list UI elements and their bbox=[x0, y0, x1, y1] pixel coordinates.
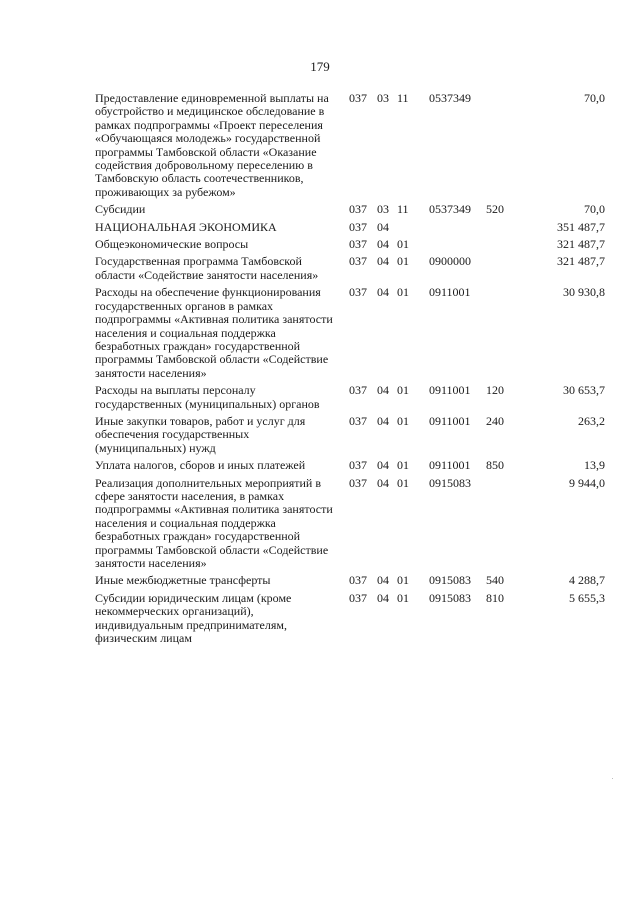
row-subsection-code: 01 bbox=[397, 475, 409, 490]
row-name: Расходы на выплаты персоналу государственных (муниципальных) органов bbox=[95, 383, 320, 411]
row-section-code: 04 bbox=[377, 475, 389, 490]
page-number: 179 bbox=[310, 59, 330, 74]
row-section-code: 04 bbox=[377, 254, 389, 269]
row-name: Уплата налогов, сборов и иных платежей bbox=[95, 458, 306, 473]
row-gr-code: 037 bbox=[349, 573, 367, 588]
table-row bbox=[95, 221, 605, 238]
row-target-code: 0537349 bbox=[429, 91, 471, 105]
row-amount: 321 487,7 bbox=[557, 254, 605, 269]
row-gr-code: 037 bbox=[349, 91, 367, 105]
row-expense-type-code: 810 bbox=[486, 590, 504, 605]
row-gr-code: 037 bbox=[349, 475, 367, 490]
table-body bbox=[95, 92, 605, 649]
row-subsection-code: 01 bbox=[397, 285, 409, 300]
row-amount: 13,9 bbox=[584, 458, 605, 473]
row-expense-type-code: 520 bbox=[486, 202, 504, 217]
row-gr-code: 037 bbox=[349, 413, 367, 428]
row-target-code: 0911001 bbox=[429, 458, 471, 473]
row-section-code: 04 bbox=[377, 590, 389, 605]
row-amount: 70,0 bbox=[584, 202, 605, 217]
row-subsection-code: 11 bbox=[397, 202, 409, 217]
row-name: НАЦИОНАЛЬНАЯ ЭКОНОМИКА bbox=[95, 219, 277, 234]
row-gr-code: 037 bbox=[349, 202, 367, 217]
row-section-code: 04 bbox=[377, 383, 389, 398]
row-target-code: 0915083 bbox=[429, 475, 471, 490]
scan-speck bbox=[612, 778, 613, 779]
row-amount: 30 653,7 bbox=[563, 383, 605, 398]
row-subsection-code bbox=[397, 221, 429, 238]
table-row bbox=[95, 384, 605, 415]
row-name: Субсидии юридическим лицам (кроме некоммерческих организаций), индивидуальным предпринимателям, физическим лицам bbox=[95, 590, 292, 646]
row-subsection-code: 01 bbox=[397, 573, 409, 588]
row-expense-type-code: 850 bbox=[486, 458, 504, 473]
row-target-code: 0911001 bbox=[429, 413, 471, 428]
row-target-code: 0915083 bbox=[429, 590, 471, 605]
row-amount: 321 487,7 bbox=[557, 237, 605, 252]
row-expense-type-code bbox=[486, 238, 526, 255]
row-subsection-code: 11 bbox=[397, 91, 409, 105]
table-row bbox=[95, 415, 605, 459]
row-subsection-code: 01 bbox=[397, 237, 409, 252]
row-section-code: 04 bbox=[377, 219, 389, 234]
table-row bbox=[95, 238, 605, 255]
row-amount: 263,2 bbox=[578, 413, 605, 428]
table-row bbox=[95, 477, 605, 575]
row-target-code: 0900000 bbox=[429, 254, 471, 269]
row-amount: 30 930,8 bbox=[563, 285, 605, 300]
row-target-code: 0911001 bbox=[429, 383, 471, 398]
row-name: Иные межбюджетные трансферты bbox=[95, 573, 271, 588]
row-subsection-code: 01 bbox=[397, 590, 409, 605]
row-expense-type-code: 540 bbox=[486, 573, 504, 588]
row-amount: 4 288,7 bbox=[569, 573, 605, 588]
row-section-code: 04 bbox=[377, 458, 389, 473]
row-section-code: 03 bbox=[377, 91, 389, 105]
row-expense-type-code: 240 bbox=[486, 413, 504, 428]
table-row bbox=[95, 459, 605, 476]
table-row bbox=[95, 92, 605, 203]
row-amount: 5 655,3 bbox=[569, 590, 605, 605]
row-subsection-code: 01 bbox=[397, 458, 409, 473]
row-gr-code: 037 bbox=[349, 285, 367, 300]
row-target-code bbox=[429, 238, 486, 255]
row-gr-code: 037 bbox=[349, 219, 367, 234]
row-target-code: 0911001 bbox=[429, 285, 471, 300]
row-gr-code: 037 bbox=[349, 590, 367, 605]
row-gr-code: 037 bbox=[349, 458, 367, 473]
row-expense-type-code bbox=[486, 221, 526, 238]
row-amount: 70,0 bbox=[584, 91, 605, 105]
row-expense-type-code: 120 bbox=[486, 383, 504, 398]
row-name: Иные закупки товаров, работ и услуг для обеспечения государственных (муниципальных) нужд bbox=[95, 413, 306, 455]
row-subsection-code: 01 bbox=[397, 413, 409, 428]
row-expense-type-code bbox=[486, 92, 526, 203]
row-name: Государственная программа Тамбовской области «Содействие занятости населения» bbox=[95, 254, 319, 282]
table-row bbox=[95, 286, 605, 384]
table-row bbox=[95, 574, 605, 591]
row-expense-type-code bbox=[486, 286, 526, 384]
table-row bbox=[95, 592, 605, 650]
row-gr-code: 037 bbox=[349, 237, 367, 252]
row-section-code: 04 bbox=[377, 573, 389, 588]
row-expense-type-code bbox=[486, 477, 526, 575]
table-row bbox=[95, 255, 605, 286]
row-section-code: 04 bbox=[377, 237, 389, 252]
row-target-code: 0537349 bbox=[429, 202, 471, 217]
row-section-code: 04 bbox=[377, 413, 389, 428]
row-name: Предоставление единовременной выплаты на обустройство и медицинское обследование в рамках подпрограммы «Проект переселения «Обучающаяся молодежь» государственной программы Тамбовской области «Оказание содействия добровольному переселению в Тамбовскую область соотечественников, проживающих за рубежом» bbox=[95, 91, 329, 199]
row-section-code: 04 bbox=[377, 285, 389, 300]
row-name: Расходы на обеспечение функционирования государственных органов в рамках подпрограммы «Активная политика занятости населения и социальная поддержка безработных граждан» государственной программы Тамбовской области «Содействие занятости населения» bbox=[95, 285, 333, 380]
row-expense-type-code bbox=[486, 255, 526, 286]
row-gr-code: 037 bbox=[349, 383, 367, 398]
row-name: Реализация дополнительных мероприятий в сфере занятости населения, в рамках подпрограммы «Активная политика занятости населения и социальная поддержка безработных граждан» государственной программы Тамбовской области «Содействие занятости населения» bbox=[95, 475, 333, 570]
table-row bbox=[95, 203, 605, 220]
row-name: Общеэкономические вопросы bbox=[95, 237, 249, 252]
row-name: Субсидии bbox=[95, 202, 146, 217]
row-target-code bbox=[429, 221, 486, 238]
row-gr-code: 037 bbox=[349, 254, 367, 269]
row-section-code: 03 bbox=[377, 202, 389, 217]
budget-table bbox=[95, 92, 605, 649]
row-subsection-code: 01 bbox=[397, 383, 409, 398]
row-amount: 351 487,7 bbox=[557, 219, 605, 234]
row-amount: 9 944,0 bbox=[569, 475, 605, 490]
row-target-code: 0915083 bbox=[429, 573, 471, 588]
row-subsection-code: 01 bbox=[397, 254, 409, 269]
